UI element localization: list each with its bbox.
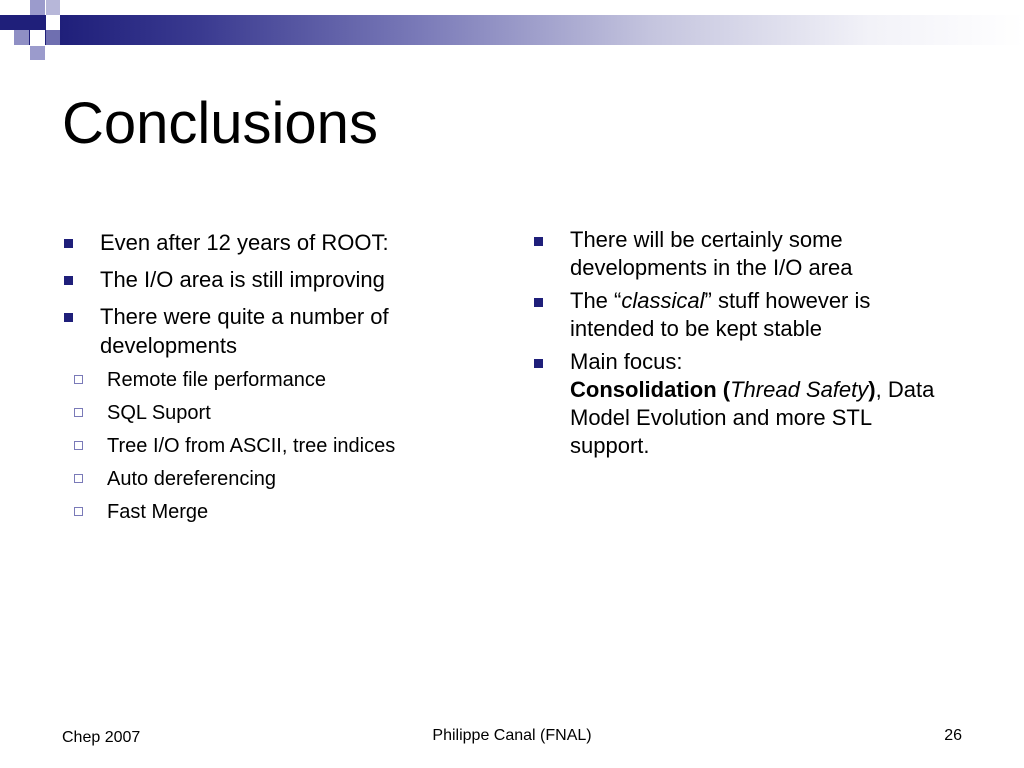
bullet-text: There were quite a number of developments: [100, 304, 389, 358]
sub-bullet-list: [100, 366, 492, 526]
sub-bullet-text: Fast Merge: [107, 501, 209, 523]
header-decor-square: [30, 0, 45, 15]
bullet-item: [62, 265, 492, 294]
sub-bullet-text: Auto dereferencing: [107, 468, 277, 490]
bullet-item: [532, 226, 952, 282]
bullet-text-suffix: ” stuff however is intended to be kept stable: [570, 288, 871, 341]
bullet-item: [532, 287, 952, 343]
header-decor-square: [30, 46, 45, 60]
bullet-text: Even after 12 years of ROOT:: [100, 230, 389, 255]
bullet-text-bold-start: Consolidation (: [570, 377, 731, 402]
header-decor-square: [0, 0, 14, 15]
square-bullet-icon: [64, 276, 73, 285]
bullet-text-bold-end: ): [868, 377, 876, 402]
page-number: 26: [944, 727, 962, 744]
left-column: [62, 228, 492, 534]
square-bullet-icon: [64, 239, 73, 248]
square-bullet-icon: [534, 298, 543, 307]
sub-bullet-item: [62, 366, 492, 394]
header-decor-square: [46, 30, 60, 45]
hollow-square-bullet-icon: [74, 408, 83, 417]
header-decor-square: [14, 30, 29, 45]
hollow-square-bullet-icon: [74, 375, 83, 384]
square-bullet-icon: [534, 359, 543, 368]
hollow-square-bullet-icon: [74, 474, 83, 483]
sub-bullet-item: [62, 432, 492, 460]
slide-title: Conclusions: [62, 91, 378, 156]
footer-author: Philippe Canal (FNAL): [432, 727, 592, 744]
right-column: [532, 226, 952, 465]
bullet-text-italic: classical: [621, 288, 705, 313]
header-decor-square: [46, 0, 60, 15]
sub-bullet-text: Remote file performance: [107, 369, 326, 391]
sub-bullet-text: SQL Suport: [107, 402, 211, 424]
bullet-item: [62, 302, 492, 526]
sub-bullet-item: [62, 498, 492, 526]
footer-event: Chep 2007: [62, 729, 141, 746]
bullet-text: The I/O area is still improving: [100, 267, 385, 292]
square-bullet-icon: [534, 237, 543, 246]
sub-bullet-text: Tree I/O from ASCII, tree indices: [107, 435, 396, 457]
header-gradient-band: [0, 15, 1024, 45]
header-decor-square: [0, 30, 14, 45]
square-bullet-icon: [64, 313, 73, 322]
bullet-text-prefix: The “: [570, 288, 622, 313]
bullet-text-italic: Thread Safety: [730, 377, 869, 402]
header-decor-square: [30, 30, 45, 45]
hollow-square-bullet-icon: [74, 507, 83, 516]
bullet-item: [62, 228, 492, 257]
bullet-text: There will be certainly some developments in the I/O area: [570, 227, 853, 280]
bullet-text-rest: , Data Model Evolution and more STL support.: [570, 377, 935, 458]
sub-bullet-item: [62, 399, 492, 427]
hollow-square-bullet-icon: [74, 441, 83, 450]
bullet-item: [532, 348, 952, 460]
left-bullet-list: [62, 228, 492, 526]
bullet-text-line1: Main focus:: [570, 349, 683, 374]
header-decor-square: [46, 15, 60, 30]
right-bullet-list: [532, 226, 952, 460]
header-decor-square: [14, 15, 29, 30]
sub-bullet-item: [62, 465, 492, 493]
